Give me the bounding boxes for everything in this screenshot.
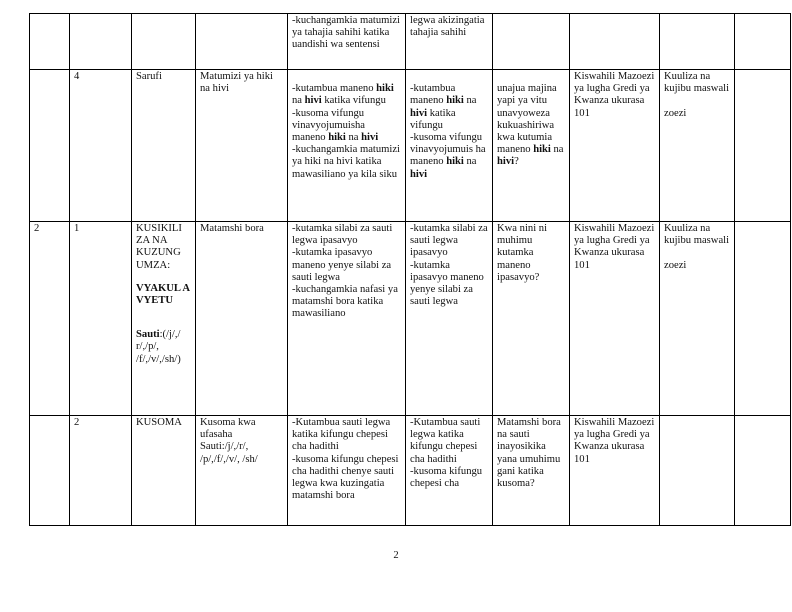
subtopic-cell: Matamshi bora [196, 222, 288, 416]
question-cell: unajua majina yapi ya vitu unavyoweza kukuashiriwa kwa kutumia maneno hiki na hivi? [493, 70, 570, 222]
topic-sounds: Sauti:(/j/,/ r/,/p/, /f/,/v/,/sh/) [136, 329, 181, 365]
topic-cell: Sarufi [132, 70, 196, 222]
resources-cell: Kiswahili Mazoezi ya lugha Gredi ya Kwanza ukurasa 101 [570, 222, 660, 416]
table-row [30, 222, 791, 416]
topic-cell: KUSOMA [132, 416, 196, 526]
topic-cell [132, 222, 196, 416]
week-cell [30, 70, 70, 222]
activities-cell: -kutambua maneno hiki na hivi katika vifungu -kusoma vifungu vinavyojumuis ha maneno hiki na hivi [406, 70, 493, 222]
activities-cell: -Kutambua sauti legwa katika kifungu chepesi cha hadithi -kusoma kifungu chepesi cha [406, 416, 493, 526]
remarks-cell [735, 416, 791, 526]
remarks-cell [735, 222, 791, 416]
objectives-cell: -kuchangamkia matumizi ya tahajia sahihi katika uandishi wa sentensi [288, 14, 406, 70]
assessment-cell: Kuuliza na kujibu maswali zoezi [660, 70, 735, 222]
resources-cell: Kiswahili Mazoezi ya lugha Gredi ya Kwanza ukurasa 101 [570, 70, 660, 222]
scheme-of-work-table [29, 13, 791, 526]
subtopic-cell: Kusoma kwa ufasaha Sauti:/j/,/r/, /p/,/f/,/v/, /sh/ [196, 416, 288, 526]
objectives-cell: -kutambua maneno hiki na hivi katika vifungu -kusoma vifungu vinavyojumuisha maneno hiki na hivi -kuchangamkia matumizi ya hiki na hivi katika mawasiliano ya kila siku [288, 70, 406, 222]
activities-cell: -kutamka silabi za sauti legwa ipasavyo -kutamka ipasavyo maneno yenye silabi za sauti legwa [406, 222, 493, 416]
remarks-cell [735, 70, 791, 222]
objectives-cell: -Kutambua sauti legwa katika kifungu chepesi cha hadithi -kusoma kifungu chepesi cha hadithi chenye sauti legwa kwa kuzingatia matamshi bora [288, 416, 406, 526]
topic-heading: KUSIKILI ZA NA KUZUNG UMZA: [136, 223, 182, 271]
assessment-cell [660, 14, 735, 70]
table-row [30, 70, 791, 222]
assessment-cell: Kuuliza na kujibu maswali zoezi [660, 222, 735, 416]
question-cell [493, 14, 570, 70]
question-cell: Kwa nini ni muhimu kutamka maneno ipasavyo? [493, 222, 570, 416]
topic-cell [132, 14, 196, 70]
week-cell: 2 [30, 222, 70, 416]
lesson-cell: 2 [70, 416, 132, 526]
table-row [30, 14, 791, 70]
table-row [30, 416, 791, 526]
week-cell [30, 14, 70, 70]
page-number: 2 [393, 550, 399, 561]
subtopic-cell: Matumizi ya hiki na hivi [196, 70, 288, 222]
resources-cell: Kiswahili Mazoezi ya lugha Gredi ya Kwanza ukurasa 101 [570, 416, 660, 526]
subtopic-cell [196, 14, 288, 70]
activities-cell: legwa akizingatia tahajia sahihi [406, 14, 493, 70]
remarks-cell [735, 14, 791, 70]
lesson-cell: 4 [70, 70, 132, 222]
resources-cell [570, 14, 660, 70]
objectives-cell: -kutamka silabi za sauti legwa ipasavyo -kutamka ipasavyo maneno yenye silabi za sauti legwa -kuchangamkia nafasi ya matamshi bora katika mawasiliano [288, 222, 406, 416]
topic-subheading: VYAKUL A VYETU [136, 282, 190, 307]
question-cell: Matamshi bora na sauti inayosikika yana umuhimu gani katika kusoma? [493, 416, 570, 526]
week-cell [30, 416, 70, 526]
lesson-cell [70, 14, 132, 70]
assessment-cell [660, 416, 735, 526]
lesson-cell: 1 [70, 222, 132, 416]
